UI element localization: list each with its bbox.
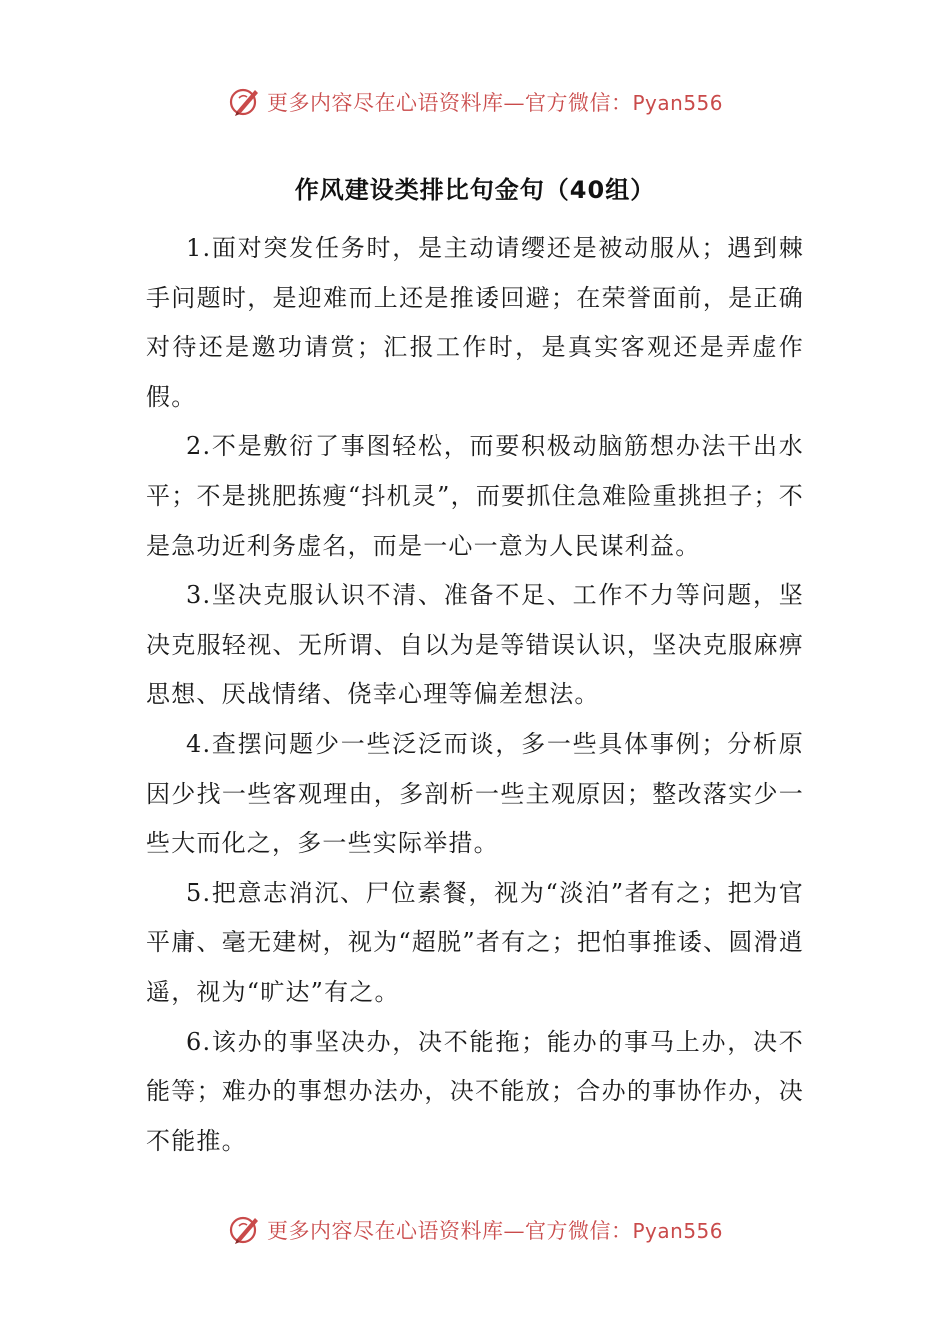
pen-logo-icon bbox=[227, 84, 263, 120]
pen-logo-icon bbox=[227, 1212, 263, 1248]
paragraph-3: 3.坚决克服认识不清、准备不足、工作不力等问题，坚决克服轻视、无所谓、自以为是等错误认识，坚决克服麻痹思想、厌战情绪、侥幸心理等偏差想法。 bbox=[146, 581, 804, 709]
paragraph-4: 4.查摆问题少一些泛泛而谈，多一些具体事例；分析原因少找一些客观理由，多剖析一些主观原因；整改落实少一些大而化之，多一些实际举措。 bbox=[146, 729, 804, 858]
header-banner bbox=[0, 82, 950, 122]
header-banner-text: 更多内容尽在心语资料库—官方微信：Pyan556 bbox=[266, 91, 723, 115]
footer-wechat-id: Pyan556 bbox=[632, 1219, 723, 1243]
document-title: 作风建设类排比句金句（40组） bbox=[294, 176, 656, 204]
paragraph-6: 6.该办的事坚决办，决不能拖；能办的事马上办，决不能等；难办的事想办法办，决不能放；合办的事协作办，决不能推。 bbox=[146, 1027, 804, 1155]
footer-banner-text: 更多内容尽在心语资料库—官方微信：Pyan556 bbox=[266, 1219, 723, 1243]
paragraph-5: 5.把意志消沉、尸位素餐，视为“淡泊”者有之；把为官平庸、毫无建树，视为“超脱”者有之；把怕事推诿、圆滑逍遥，视为“旷达”有之。 bbox=[146, 878, 804, 1006]
paragraph-1: 1.面对突发任务时，是主动请缨还是被动服从；遇到棘手问题时，是迎难而上还是推诿回避；在荣誉面前，是正确对待还是邀功请赏；汇报工作时，是真实客观还是弄虚作假。 bbox=[146, 234, 804, 411]
document-body bbox=[146, 224, 804, 1166]
footer-banner bbox=[0, 1210, 950, 1250]
paragraph-2: 2.不是敷衍了事图轻松，而要积极动脑筋想办法干出水平；不是挑肥拣瘦“抖机灵”，而要抓住急难险重挑担子；不是急功近利务虚名，而是一心一意为人民谋利益。 bbox=[146, 432, 804, 560]
header-wechat-id: Pyan556 bbox=[632, 91, 723, 115]
